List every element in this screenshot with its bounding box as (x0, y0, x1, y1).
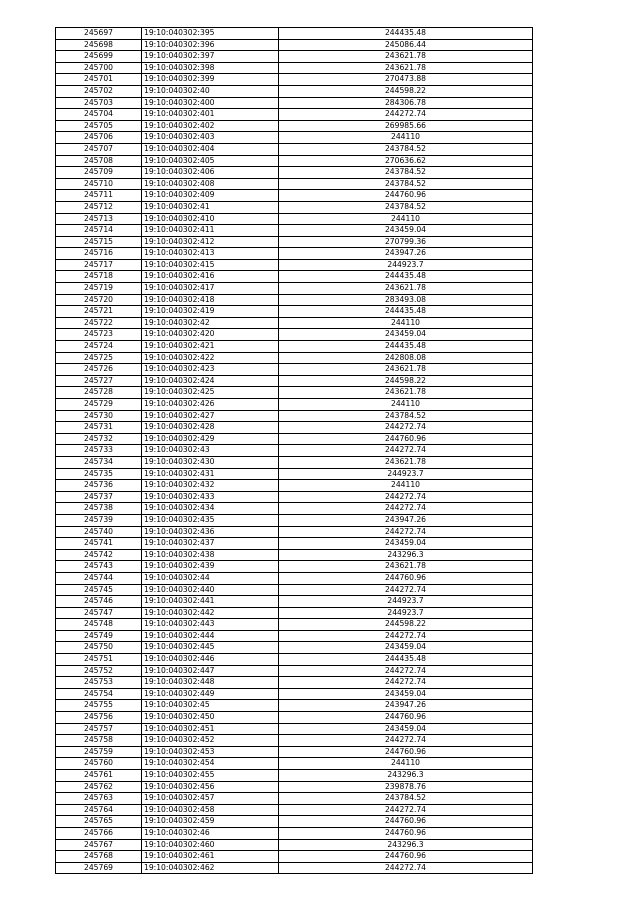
table-body (56, 28, 533, 874)
cadastral-number-cell: 19:10:040302:411 (142, 225, 279, 237)
row-number-cell: 245730 (56, 410, 142, 422)
cadastral-number-cell: 19:10:040302:417 (142, 283, 279, 295)
row-number-cell: 245751 (56, 654, 142, 666)
row-number-cell: 245763 (56, 793, 142, 805)
cadastral-number-cell: 19:10:040302:409 (142, 190, 279, 202)
value-cell: 239878.76 (279, 781, 533, 793)
cadastral-number-cell: 19:10:040302:446 (142, 654, 279, 666)
value-cell: 244760.96 (279, 746, 533, 758)
table-row (56, 630, 533, 642)
table-row (56, 294, 533, 306)
row-number-cell: 245734 (56, 456, 142, 468)
table-row (56, 97, 533, 109)
cadastral-number-cell: 19:10:040302:421 (142, 341, 279, 353)
table-row (56, 480, 533, 492)
value-cell: 243621.78 (279, 456, 533, 468)
row-number-cell: 245721 (56, 306, 142, 318)
value-cell: 244272.74 (279, 630, 533, 642)
value-cell: 244760.96 (279, 433, 533, 445)
value-cell: 243621.78 (279, 561, 533, 573)
value-cell: 244435.48 (279, 306, 533, 318)
cadastral-number-cell: 19:10:040302:451 (142, 723, 279, 735)
cadastral-number-cell: 19:10:040302:423 (142, 364, 279, 376)
row-number-cell: 245714 (56, 225, 142, 237)
cadastral-number-cell: 19:10:040302:42 (142, 317, 279, 329)
value-cell: 244272.74 (279, 804, 533, 816)
cadastral-number-cell: 19:10:040302:428 (142, 422, 279, 434)
row-number-cell: 245745 (56, 584, 142, 596)
row-number-cell: 245720 (56, 294, 142, 306)
value-cell: 244760.96 (279, 816, 533, 828)
row-number-cell: 245699 (56, 51, 142, 63)
table-row (56, 236, 533, 248)
row-number-cell: 245741 (56, 538, 142, 550)
row-number-cell: 245732 (56, 433, 142, 445)
cadastral-number-cell: 19:10:040302:41 (142, 201, 279, 213)
table-row (56, 445, 533, 457)
row-number-cell: 245706 (56, 132, 142, 144)
table-row (56, 700, 533, 712)
value-cell: 244272.74 (279, 862, 533, 874)
table-row (56, 491, 533, 503)
value-cell: 244110 (279, 213, 533, 225)
cadastral-number-cell: 19:10:040302:397 (142, 51, 279, 63)
cadastral-number-cell: 19:10:040302:436 (142, 526, 279, 538)
table-row (56, 770, 533, 782)
row-number-cell: 245759 (56, 746, 142, 758)
value-cell: 244760.96 (279, 851, 533, 863)
value-cell: 243784.52 (279, 178, 533, 190)
row-number-cell: 245701 (56, 74, 142, 86)
cadastral-number-cell: 19:10:040302:447 (142, 665, 279, 677)
cadastral-number-cell: 19:10:040302:444 (142, 630, 279, 642)
row-number-cell: 245765 (56, 816, 142, 828)
value-cell: 243296.3 (279, 839, 533, 851)
table-row (56, 51, 533, 63)
value-cell: 243947.26 (279, 248, 533, 260)
cadastral-number-cell: 19:10:040302:439 (142, 561, 279, 573)
cadastral-number-cell: 19:10:040302:450 (142, 712, 279, 724)
row-number-cell: 245768 (56, 851, 142, 863)
value-cell: 244272.74 (279, 422, 533, 434)
cadastral-number-cell: 19:10:040302:431 (142, 468, 279, 480)
row-number-cell: 245708 (56, 155, 142, 167)
value-cell: 243621.78 (279, 283, 533, 295)
data-table (55, 27, 533, 874)
value-cell: 244435.48 (279, 271, 533, 283)
value-cell: 244760.96 (279, 190, 533, 202)
value-cell: 244110 (279, 480, 533, 492)
cadastral-number-cell: 19:10:040302:399 (142, 74, 279, 86)
table-row (56, 387, 533, 399)
row-number-cell: 245712 (56, 201, 142, 213)
value-cell: 244272.74 (279, 109, 533, 121)
value-cell: 244923.7 (279, 607, 533, 619)
row-number-cell: 245740 (56, 526, 142, 538)
row-number-cell: 245733 (56, 445, 142, 457)
table-row (56, 62, 533, 74)
row-number-cell: 245729 (56, 399, 142, 411)
row-number-cell: 245758 (56, 735, 142, 747)
cadastral-number-cell: 19:10:040302:442 (142, 607, 279, 619)
row-number-cell: 245766 (56, 827, 142, 839)
cadastral-number-cell: 19:10:040302:461 (142, 851, 279, 863)
table-row (56, 514, 533, 526)
value-cell: 244272.74 (279, 491, 533, 503)
cadastral-number-cell: 19:10:040302:402 (142, 120, 279, 132)
value-cell: 243784.52 (279, 167, 533, 179)
row-number-cell: 245719 (56, 283, 142, 295)
row-number-cell: 245749 (56, 630, 142, 642)
table-row (56, 746, 533, 758)
cadastral-number-cell: 19:10:040302:406 (142, 167, 279, 179)
table-row (56, 213, 533, 225)
row-number-cell: 245748 (56, 619, 142, 631)
value-cell: 244272.74 (279, 584, 533, 596)
row-number-cell: 245722 (56, 317, 142, 329)
cadastral-number-cell: 19:10:040302:427 (142, 410, 279, 422)
table-row (56, 132, 533, 144)
value-cell: 243947.26 (279, 700, 533, 712)
cadastral-number-cell: 19:10:040302:44 (142, 572, 279, 584)
table-row (56, 468, 533, 480)
value-cell: 244923.7 (279, 596, 533, 608)
row-number-cell: 245739 (56, 514, 142, 526)
row-number-cell: 245728 (56, 387, 142, 399)
cadastral-number-cell: 19:10:040302:395 (142, 28, 279, 40)
value-cell: 244760.96 (279, 712, 533, 724)
table-row (56, 329, 533, 341)
cadastral-number-cell: 19:10:040302:458 (142, 804, 279, 816)
row-number-cell: 245762 (56, 781, 142, 793)
table-row (56, 74, 533, 86)
table-row (56, 259, 533, 271)
cadastral-number-cell: 19:10:040302:405 (142, 155, 279, 167)
row-number-cell: 245744 (56, 572, 142, 584)
value-cell: 243459.04 (279, 723, 533, 735)
row-number-cell: 245718 (56, 271, 142, 283)
table-row (56, 607, 533, 619)
table-row (56, 375, 533, 387)
table-row (56, 839, 533, 851)
table-row (56, 364, 533, 376)
value-cell: 244598.22 (279, 619, 533, 631)
value-cell: 244110 (279, 399, 533, 411)
cadastral-number-cell: 19:10:040302:416 (142, 271, 279, 283)
cadastral-number-cell: 19:10:040302:410 (142, 213, 279, 225)
row-number-cell: 245756 (56, 712, 142, 724)
value-cell: 243296.3 (279, 770, 533, 782)
cadastral-number-cell: 19:10:040302:452 (142, 735, 279, 747)
row-number-cell: 245723 (56, 329, 142, 341)
row-number-cell: 245711 (56, 190, 142, 202)
row-number-cell: 245710 (56, 178, 142, 190)
cadastral-number-cell: 19:10:040302:424 (142, 375, 279, 387)
value-cell: 245086.44 (279, 39, 533, 51)
value-cell: 243459.04 (279, 225, 533, 237)
cadastral-number-cell: 19:10:040302:401 (142, 109, 279, 121)
table-row (56, 190, 533, 202)
row-number-cell: 245761 (56, 770, 142, 782)
cadastral-number-cell: 19:10:040302:432 (142, 480, 279, 492)
cadastral-number-cell: 19:10:040302:460 (142, 839, 279, 851)
table-row (56, 306, 533, 318)
row-number-cell: 245742 (56, 549, 142, 561)
table-row (56, 758, 533, 770)
table-row (56, 665, 533, 677)
table-row (56, 85, 533, 97)
cadastral-number-cell: 19:10:040302:448 (142, 677, 279, 689)
cadastral-number-cell: 19:10:040302:418 (142, 294, 279, 306)
row-number-cell: 245737 (56, 491, 142, 503)
cadastral-number-cell: 19:10:040302:449 (142, 688, 279, 700)
row-number-cell: 245709 (56, 167, 142, 179)
row-number-cell: 245738 (56, 503, 142, 515)
cadastral-number-cell: 19:10:040302:398 (142, 62, 279, 74)
row-number-cell: 245698 (56, 39, 142, 51)
value-cell: 243784.52 (279, 410, 533, 422)
table-row (56, 422, 533, 434)
table-row (56, 596, 533, 608)
value-cell: 244272.74 (279, 445, 533, 457)
table-row (56, 225, 533, 237)
value-cell: 244598.22 (279, 375, 533, 387)
value-cell: 270636.62 (279, 155, 533, 167)
table-row (56, 399, 533, 411)
table-row (56, 804, 533, 816)
row-number-cell: 245764 (56, 804, 142, 816)
cadastral-number-cell: 19:10:040302:425 (142, 387, 279, 399)
table-row (56, 723, 533, 735)
row-number-cell: 245753 (56, 677, 142, 689)
table-row (56, 109, 533, 121)
value-cell: 243621.78 (279, 62, 533, 74)
value-cell: 283493.08 (279, 294, 533, 306)
row-number-cell: 245716 (56, 248, 142, 260)
cadastral-number-cell: 19:10:040302:40 (142, 85, 279, 97)
value-cell: 243296.3 (279, 549, 533, 561)
row-number-cell: 245760 (56, 758, 142, 770)
value-cell: 244272.74 (279, 735, 533, 747)
table-row (56, 456, 533, 468)
value-cell: 244923.7 (279, 468, 533, 480)
table-row (56, 827, 533, 839)
row-number-cell: 245752 (56, 665, 142, 677)
cadastral-number-cell: 19:10:040302:433 (142, 491, 279, 503)
row-number-cell: 245727 (56, 375, 142, 387)
value-cell: 270799.36 (279, 236, 533, 248)
cadastral-number-cell: 19:10:040302:430 (142, 456, 279, 468)
cadastral-number-cell: 19:10:040302:445 (142, 642, 279, 654)
cadastral-number-cell: 19:10:040302:440 (142, 584, 279, 596)
row-number-cell: 245743 (56, 561, 142, 573)
table-row (56, 201, 533, 213)
table-row (56, 178, 533, 190)
table-row (56, 688, 533, 700)
row-number-cell: 245697 (56, 28, 142, 40)
cadastral-number-cell: 19:10:040302:435 (142, 514, 279, 526)
row-number-cell: 245746 (56, 596, 142, 608)
value-cell: 244435.48 (279, 654, 533, 666)
table-row (56, 433, 533, 445)
cadastral-number-cell: 19:10:040302:46 (142, 827, 279, 839)
value-cell: 243459.04 (279, 329, 533, 341)
cadastral-number-cell: 19:10:040302:456 (142, 781, 279, 793)
table-row (56, 816, 533, 828)
cadastral-number-cell: 19:10:040302:434 (142, 503, 279, 515)
table-row (56, 28, 533, 40)
value-cell: 244760.96 (279, 572, 533, 584)
table-row (56, 642, 533, 654)
table-row (56, 735, 533, 747)
value-cell: 243784.52 (279, 143, 533, 155)
cadastral-number-cell: 19:10:040302:422 (142, 352, 279, 364)
table-row (56, 352, 533, 364)
table-row (56, 271, 533, 283)
table-row (56, 862, 533, 874)
value-cell: 243621.78 (279, 387, 533, 399)
value-cell: 242808.08 (279, 352, 533, 364)
cadastral-number-cell: 19:10:040302:459 (142, 816, 279, 828)
value-cell: 243784.52 (279, 201, 533, 213)
row-number-cell: 245767 (56, 839, 142, 851)
value-cell: 244435.48 (279, 28, 533, 40)
row-number-cell: 245724 (56, 341, 142, 353)
cadastral-number-cell: 19:10:040302:437 (142, 538, 279, 550)
table-row (56, 793, 533, 805)
cadastral-number-cell: 19:10:040302:457 (142, 793, 279, 805)
cadastral-number-cell: 19:10:040302:441 (142, 596, 279, 608)
row-number-cell: 245715 (56, 236, 142, 248)
table-row (56, 283, 533, 295)
row-number-cell: 245700 (56, 62, 142, 74)
cadastral-number-cell: 19:10:040302:454 (142, 758, 279, 770)
cadastral-number-cell: 19:10:040302:400 (142, 97, 279, 109)
table-row (56, 410, 533, 422)
cadastral-number-cell: 19:10:040302:426 (142, 399, 279, 411)
table-row (56, 503, 533, 515)
cadastral-number-cell: 19:10:040302:45 (142, 700, 279, 712)
value-cell: 243621.78 (279, 51, 533, 63)
cadastral-number-cell: 19:10:040302:419 (142, 306, 279, 318)
value-cell: 244110 (279, 758, 533, 770)
cadastral-number-cell: 19:10:040302:403 (142, 132, 279, 144)
value-cell: 244435.48 (279, 341, 533, 353)
cadastral-number-cell: 19:10:040302:404 (142, 143, 279, 155)
table-row (56, 341, 533, 353)
table-row (56, 39, 533, 51)
row-number-cell: 245725 (56, 352, 142, 364)
cadastral-number-cell: 19:10:040302:413 (142, 248, 279, 260)
row-number-cell: 245769 (56, 862, 142, 874)
value-cell: 244923.7 (279, 259, 533, 271)
row-number-cell: 245726 (56, 364, 142, 376)
table-row (56, 549, 533, 561)
row-number-cell: 245731 (56, 422, 142, 434)
value-cell: 244110 (279, 317, 533, 329)
table-row (56, 851, 533, 863)
value-cell: 243621.78 (279, 364, 533, 376)
table-row (56, 167, 533, 179)
table-row (56, 677, 533, 689)
row-number-cell: 245755 (56, 700, 142, 712)
value-cell: 284306.78 (279, 97, 533, 109)
row-number-cell: 245702 (56, 85, 142, 97)
value-cell: 244272.74 (279, 665, 533, 677)
table-row (56, 619, 533, 631)
table-row (56, 120, 533, 132)
row-number-cell: 245736 (56, 480, 142, 492)
value-cell: 269985.66 (279, 120, 533, 132)
row-number-cell: 245757 (56, 723, 142, 735)
value-cell: 244272.74 (279, 677, 533, 689)
row-number-cell: 245747 (56, 607, 142, 619)
row-number-cell: 245705 (56, 120, 142, 132)
value-cell: 244272.74 (279, 526, 533, 538)
cadastral-number-cell: 19:10:040302:396 (142, 39, 279, 51)
value-cell: 244272.74 (279, 503, 533, 515)
cadastral-number-cell: 19:10:040302:408 (142, 178, 279, 190)
value-cell: 243459.04 (279, 688, 533, 700)
value-cell: 244598.22 (279, 85, 533, 97)
value-cell: 243784.52 (279, 793, 533, 805)
table-row (56, 317, 533, 329)
value-cell: 244110 (279, 132, 533, 144)
table-row (56, 143, 533, 155)
table-row (56, 654, 533, 666)
row-number-cell: 245735 (56, 468, 142, 480)
table-row (56, 155, 533, 167)
value-cell: 270473.88 (279, 74, 533, 86)
table-row (56, 248, 533, 260)
cadastral-number-cell: 19:10:040302:420 (142, 329, 279, 341)
table-row (56, 712, 533, 724)
table-row (56, 561, 533, 573)
value-cell: 244760.96 (279, 827, 533, 839)
cadastral-number-cell: 19:10:040302:438 (142, 549, 279, 561)
table-row (56, 584, 533, 596)
row-number-cell: 245750 (56, 642, 142, 654)
row-number-cell: 245703 (56, 97, 142, 109)
cadastral-number-cell: 19:10:040302:453 (142, 746, 279, 758)
row-number-cell: 245704 (56, 109, 142, 121)
cadastral-number-cell: 19:10:040302:462 (142, 862, 279, 874)
value-cell: 243947.26 (279, 514, 533, 526)
table-row (56, 526, 533, 538)
table-row (56, 572, 533, 584)
cadastral-number-cell: 19:10:040302:415 (142, 259, 279, 271)
table-row (56, 538, 533, 550)
cadastral-number-cell: 19:10:040302:429 (142, 433, 279, 445)
row-number-cell: 245713 (56, 213, 142, 225)
value-cell: 243459.04 (279, 538, 533, 550)
cadastral-number-cell: 19:10:040302:443 (142, 619, 279, 631)
row-number-cell: 245707 (56, 143, 142, 155)
table-row (56, 781, 533, 793)
row-number-cell: 245754 (56, 688, 142, 700)
cadastral-number-cell: 19:10:040302:43 (142, 445, 279, 457)
row-number-cell: 245717 (56, 259, 142, 271)
value-cell: 243459.04 (279, 642, 533, 654)
cadastral-number-cell: 19:10:040302:455 (142, 770, 279, 782)
cadastral-number-cell: 19:10:040302:412 (142, 236, 279, 248)
